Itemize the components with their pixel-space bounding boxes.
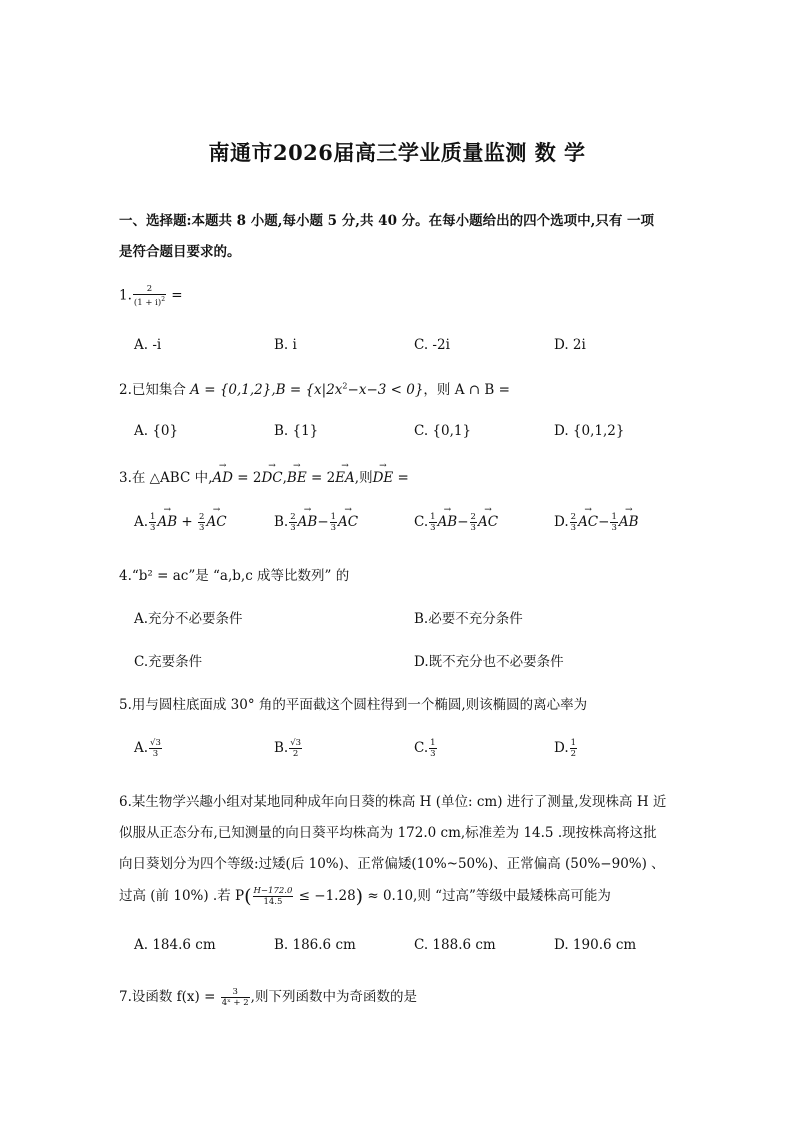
q6-option-b: B. 186.6 cm (274, 937, 356, 953)
question-6-line2: 似服从正态分布,已知测量的向日葵平均株高为 172.0 cm,标准差为 14.5 .现按株高将这批 (119, 825, 657, 841)
question-6-line1: 6.某生物学兴趣小组对某地同种成年向日葵的株高 H (单位: cm) 进行了测量,发现株高 H 近 (119, 794, 667, 810)
option-fraction (198, 512, 205, 533)
q4-option-d: D.既不充分也不必要条件 (414, 654, 564, 670)
vector-ad: → AD (212, 470, 233, 486)
q5-option-b (274, 738, 303, 759)
set-b-exponent: 2 (342, 381, 348, 391)
fraction-numerator: 2 (290, 512, 296, 522)
q6-option-c: C. 188.6 cm (414, 937, 496, 953)
option-fraction (289, 738, 302, 759)
fraction-denominator (133, 295, 166, 308)
question-6-line4 (119, 884, 611, 908)
question-6-line3: 向日葵划分为四个等级:过矮(后 10%)、正常偏矮(10%~50%)、正常偏高 (50%−90%) 、 (119, 856, 665, 872)
option-label: D. (554, 514, 569, 530)
fraction-numerator: √3 (290, 738, 302, 748)
set-b: B = {x|2x (275, 382, 343, 398)
option-fraction (289, 512, 296, 533)
vector: → AB (298, 514, 318, 530)
fraction-denominator: 3 (570, 523, 577, 533)
fraction-numerator: 2 (570, 512, 577, 522)
q3-option-d (554, 512, 639, 533)
comma: , (282, 470, 287, 486)
q2-option-d: D. {0,1,2} (554, 423, 625, 439)
equals-2: = 2 (232, 470, 262, 486)
question-1-number: 1. (119, 287, 132, 304)
q1-option-b: B. i (274, 337, 297, 353)
q2-option-a: A. {0} (134, 423, 179, 439)
option-fraction (470, 512, 477, 533)
question-7-fraction (221, 987, 250, 1008)
right-paren: ) (355, 885, 364, 908)
question-2-intro: 2.已知集合 (119, 382, 191, 398)
question-6-fraction (253, 886, 294, 907)
fraction-numerator: 1 (611, 512, 617, 522)
option-label: C. (414, 740, 429, 756)
q1-option-c: C. -2i (414, 337, 450, 353)
question-1-equals: = (167, 287, 183, 304)
question-7-function: 7.设函数 f(x) = (119, 989, 220, 1005)
fraction-numerator: 2 (470, 512, 476, 522)
question-6-prob-prefix: 过高 (前 10%) .若 P (119, 888, 245, 904)
option-fraction (429, 738, 436, 759)
vector: → AC (338, 514, 358, 530)
question-7 (119, 985, 417, 1008)
option-label: B. (274, 514, 289, 530)
fraction-denominator: 2 (570, 749, 577, 759)
question-2 (119, 378, 510, 398)
q1-option-d: D. 2i (554, 337, 586, 353)
fraction-denominator: 14.5 (263, 897, 283, 907)
q2-option-c: C. {0,1} (414, 423, 472, 439)
option-label: A. (134, 514, 149, 530)
fraction-numerator: 2 (199, 512, 205, 522)
question-6-ask: ≈ 0.10,则 “过高”等级中最矮株高可能为 (363, 888, 611, 904)
fraction-numerator: H−172.0 (253, 886, 293, 896)
operator: + (177, 514, 198, 530)
fraction-denominator: 3 (330, 523, 337, 533)
q5-option-c (414, 738, 438, 759)
question-3-intro: 3.在 △ABC 中, (119, 470, 213, 486)
vector: → AB (438, 514, 458, 530)
q4-option-c: C.充要条件 (134, 654, 203, 670)
fraction-numerator: 2 (133, 284, 166, 295)
option-label: A. (134, 740, 149, 756)
fraction-numerator: 1 (330, 512, 337, 522)
operator: − (317, 514, 329, 530)
question-1-fraction (133, 284, 166, 308)
option-fraction (570, 738, 577, 759)
equals-2: = 2 (306, 470, 336, 486)
fraction-numerator: 1 (430, 512, 436, 522)
q4-option-b: B.必要不充分条件 (414, 611, 523, 627)
option-fraction (429, 512, 436, 533)
option-label: B. (274, 740, 289, 756)
section-heading-line2: 是符合题目要求的。 (119, 244, 241, 260)
vector-de: → DE (373, 470, 394, 486)
q5-option-a (134, 738, 163, 759)
set-b-tail: −x−3 < 0} (347, 382, 424, 398)
question-5: 5.用与圆柱底面成 30° 角的平面截这个圆柱得到一个椭圆,则该椭圆的离心率为 (119, 697, 588, 713)
vector-dc: → DC (261, 470, 282, 486)
page-title: 南通市2026届高三学业质量监测 数 学 (208, 140, 586, 165)
q3-option-b (274, 512, 358, 533)
question-1 (119, 284, 183, 308)
option-label: C. (414, 514, 429, 530)
fraction-denominator: 3 (430, 749, 436, 759)
q4-option-a: A.充分不必要条件 (134, 611, 243, 627)
fraction-denominator: 3 (152, 749, 159, 759)
fraction-denominator: 4ˣ + 2 (221, 998, 249, 1008)
question-3 (119, 466, 409, 486)
question-3-then: ,则 (354, 470, 373, 486)
q1-option-a: A. -i (134, 337, 162, 353)
operator: − (457, 514, 469, 530)
vector: → AB (157, 514, 177, 530)
vector: → AC (206, 514, 226, 530)
vector-ea: → EA (335, 470, 355, 486)
set-a: A = {0,1,2}, (190, 382, 276, 398)
q6-option-a: A. 184.6 cm (134, 937, 216, 953)
q2-option-b: B. {1} (274, 423, 319, 439)
question-7-ask: ,则下列函数中为奇函数的是 (250, 989, 417, 1005)
fraction-denominator: 3 (150, 523, 156, 533)
vector: → AB (619, 514, 639, 530)
fraction-numerator: 1 (430, 738, 436, 748)
left-paren: ( (244, 885, 252, 908)
fraction-numerator: √3 (150, 738, 161, 748)
operator: − (598, 514, 610, 530)
q5-option-d (554, 738, 578, 759)
vector: → AC (478, 514, 498, 530)
option-label: D. (554, 740, 569, 756)
vector-be: → BE (287, 470, 307, 486)
option-fraction (570, 512, 577, 533)
vector: → AC (578, 514, 598, 530)
fraction-denominator: 3 (470, 523, 476, 533)
inequality: ≤ −1.28 (294, 888, 356, 904)
fraction-denominator: 3 (430, 523, 436, 533)
q3-option-a (134, 512, 227, 533)
option-fraction (330, 512, 337, 533)
section-heading-line1: 一、选择题:本题共 8 小题,每小题 5 分,共 40 分。在每小题给出的四个选项中,只有 一项 (119, 213, 655, 229)
q3-option-c (414, 512, 498, 533)
question-2-ask: ，则 A ∩ B = (423, 382, 510, 398)
fraction-denominator: 3 (611, 523, 617, 533)
fraction-exponent: 2 (161, 296, 166, 303)
fraction-denominator-base: (1 + i) (133, 297, 162, 308)
equals: = (393, 470, 409, 486)
option-fraction (149, 512, 156, 533)
option-fraction (610, 512, 617, 533)
fraction-denominator: 3 (199, 523, 205, 533)
fraction-denominator: 2 (292, 749, 299, 759)
option-fraction (149, 738, 162, 759)
fraction-denominator: 3 (290, 523, 296, 533)
fraction-numerator: 3 (221, 987, 250, 998)
fraction-numerator: 1 (150, 512, 156, 522)
fraction-numerator: 1 (570, 738, 577, 748)
question-4: 4.“b² = ac”是 “a,b,c 成等比数列” 的 (119, 568, 350, 584)
q6-option-d: D. 190.6 cm (554, 937, 637, 953)
